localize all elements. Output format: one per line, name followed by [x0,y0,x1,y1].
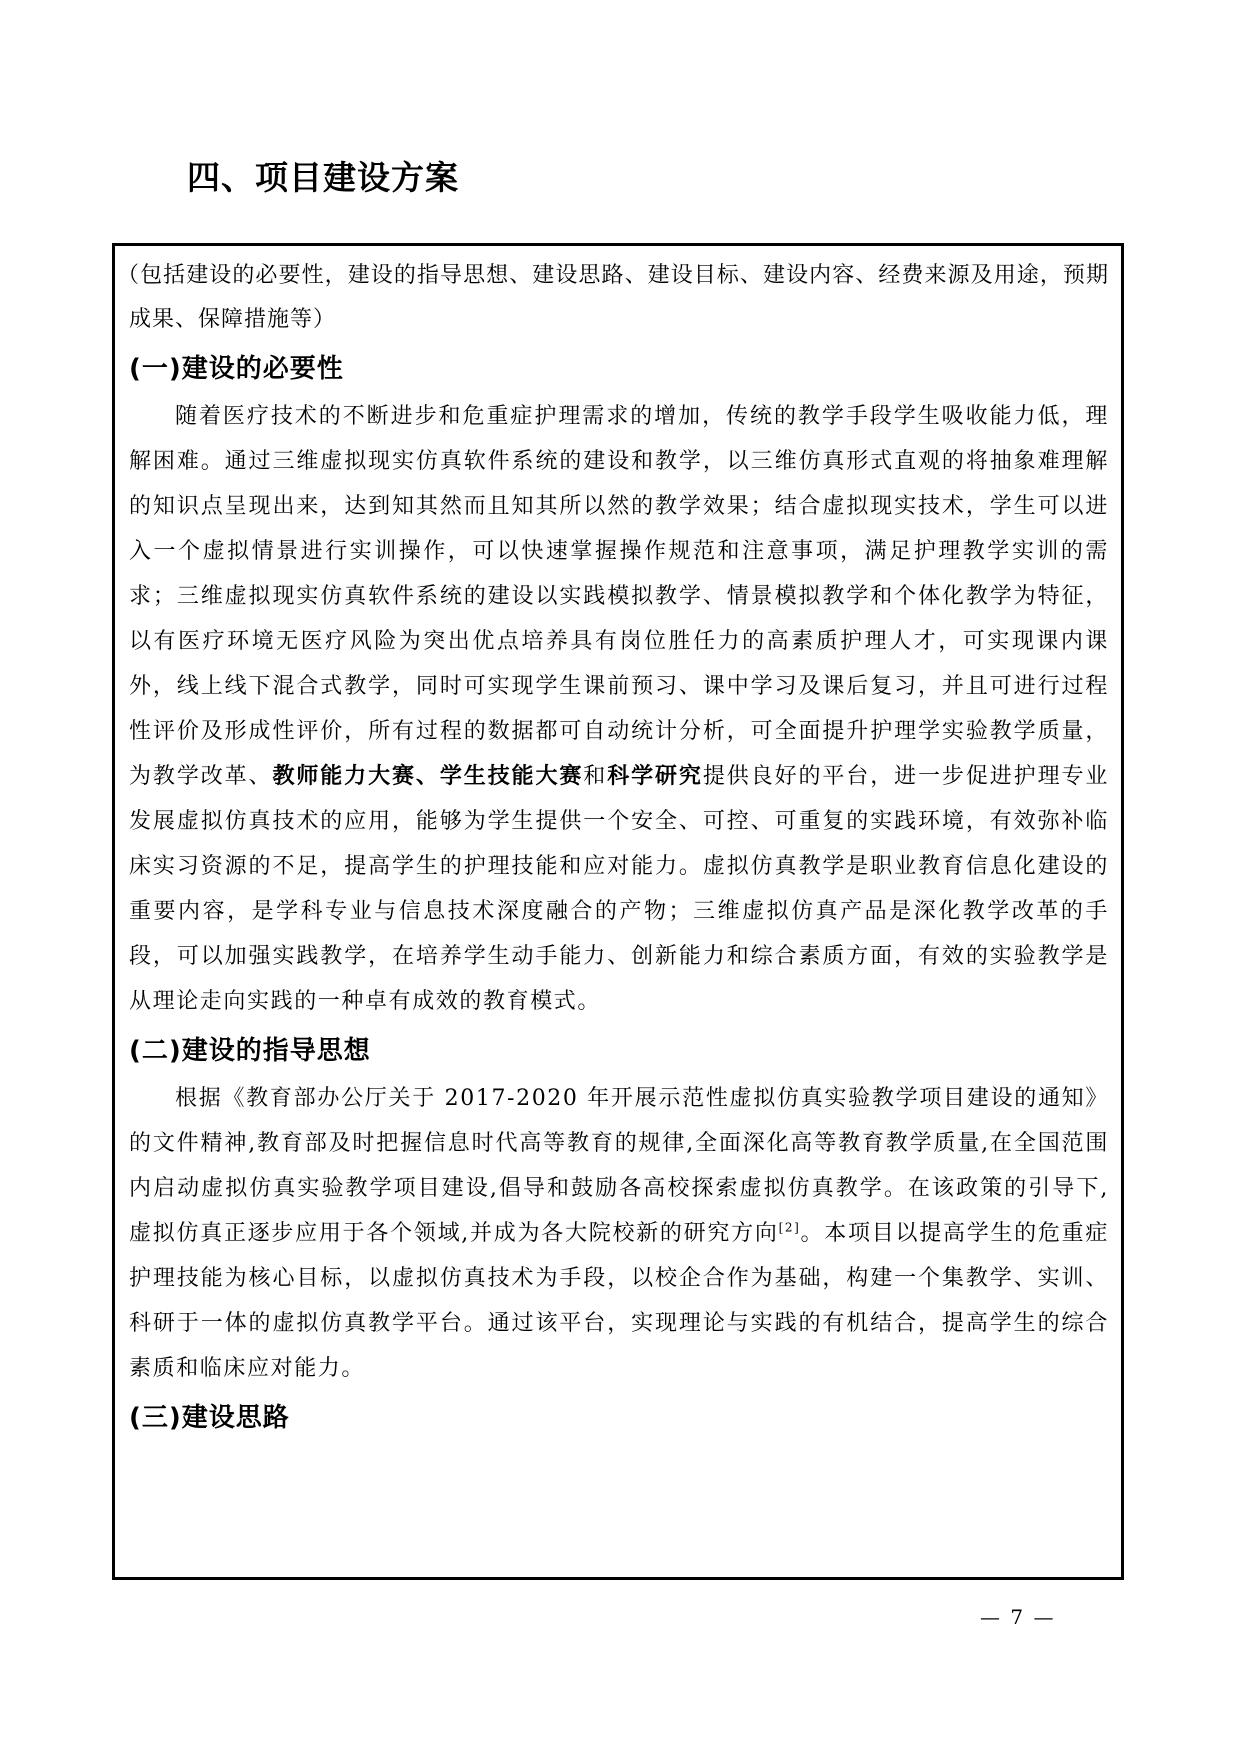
content-box [112,243,1124,1580]
bold-term-teacher-competition: 教师能力大赛 [272,764,416,789]
bold-term-student-competition: 学生技能大赛 [439,764,584,789]
content-box-inner [117,254,1109,1443]
bold-separator: 、 [415,764,440,789]
heading-guiding-ideology: (二)建设的指导思想 [129,1036,371,1066]
bold-term-research: 科学研究 [607,764,703,789]
paragraph-text: 提供良好的平台，进一步促进护理专业发展虚拟仿真技术的应用，能够为学生提供一个安全、可控、可重复的实践环境，有效弥补临床实习资源的不足，提高学生的护理技能和应对能力。虚拟仿真教学是职业教育信息化建设的重要内容，是学科专业与信息技术深度融合的产物；三维虚拟仿真产品是深化教学改革的手段，可以加强实践教学，在培养学生动手能力、创新能力和综合素质方面，有效的实验教学是从理论走向实践的一种卓有成效的教育模式。 [129,764,1109,1014]
paragraph-text: 。本项目以提高学生的危重症护理技能为核心目标，以虚拟仿真技术为手段，以校企合作为基础，构建一个集教学、实训、科研于一体的虚拟仿真教学平台。通过该平台，实现理论与实践的有机结合，提高学生的综合素质和临床应对能力。 [129,1221,1109,1381]
instruction-note: （包括建设的必要性，建设的指导思想、建设思路、建设目标、建设内容、经费来源及用途，预期成果、保障措施等） [117,263,1109,332]
section-title: 四、项目建设方案 [187,158,459,197]
citation-marker: [2] [778,1220,801,1235]
paragraph-guiding-ideology [129,1076,1109,1391]
paragraph-text: 随着医疗技术的不断进步和危重症护理需求的增加，传统的教学手段学生吸收能力低，理解困难。通过三维虚拟现实仿真软件系统的建设和教学，以三维仿真形式直观的将抽象难理解的知识点呈现出来，达到知其然而且知其所以然的教学效果；结合虚拟现实技术，学生可以进入一个虚拟情景进行实训操作，可以快速掌握操作规范和注意事项，满足护理教学实训的需求；三维虚拟现实仿真软件系统的建设以实践模拟教学、情景模拟教学和个体化教学为特征，以有医疗环境无医疗风险为突出优点培养具有岗位胜任力的高素质护理人才，可实现课内课外，线上线下混合式教学，同时可实现学生课前预习、课中学习及课后复习，并且可进行过程性评价及形成性评价，所有过程的数据都可自动统计分析，可全面提升护理学实验教学质量，为教学改革、 [129,404,1109,789]
heading-construction-approach: (三)建设思路 [129,1403,290,1433]
paragraph-necessity [129,394,1109,1024]
separator-text: 和 [583,764,608,789]
paragraph-text: 根据《教育部办公厅关于 2017-2020 年开展示范性虚拟仿真实验教学项目建设的通知》的文件精神,教育部及时把握信息时代高等教育的规律,全面深化高等教育教学质量,在全国范围内启动虚拟仿真实验教学项目建设,倡导和鼓励各高校探索虚拟仿真教学。在该政策的引导下,虚拟仿真正逐步应用于各个领域,并成为各大院校新的研究方向 [129,1086,1109,1246]
heading-necessity: (一)建设的必要性 [129,354,344,384]
page-number: — 7 — [980,1605,1056,1629]
